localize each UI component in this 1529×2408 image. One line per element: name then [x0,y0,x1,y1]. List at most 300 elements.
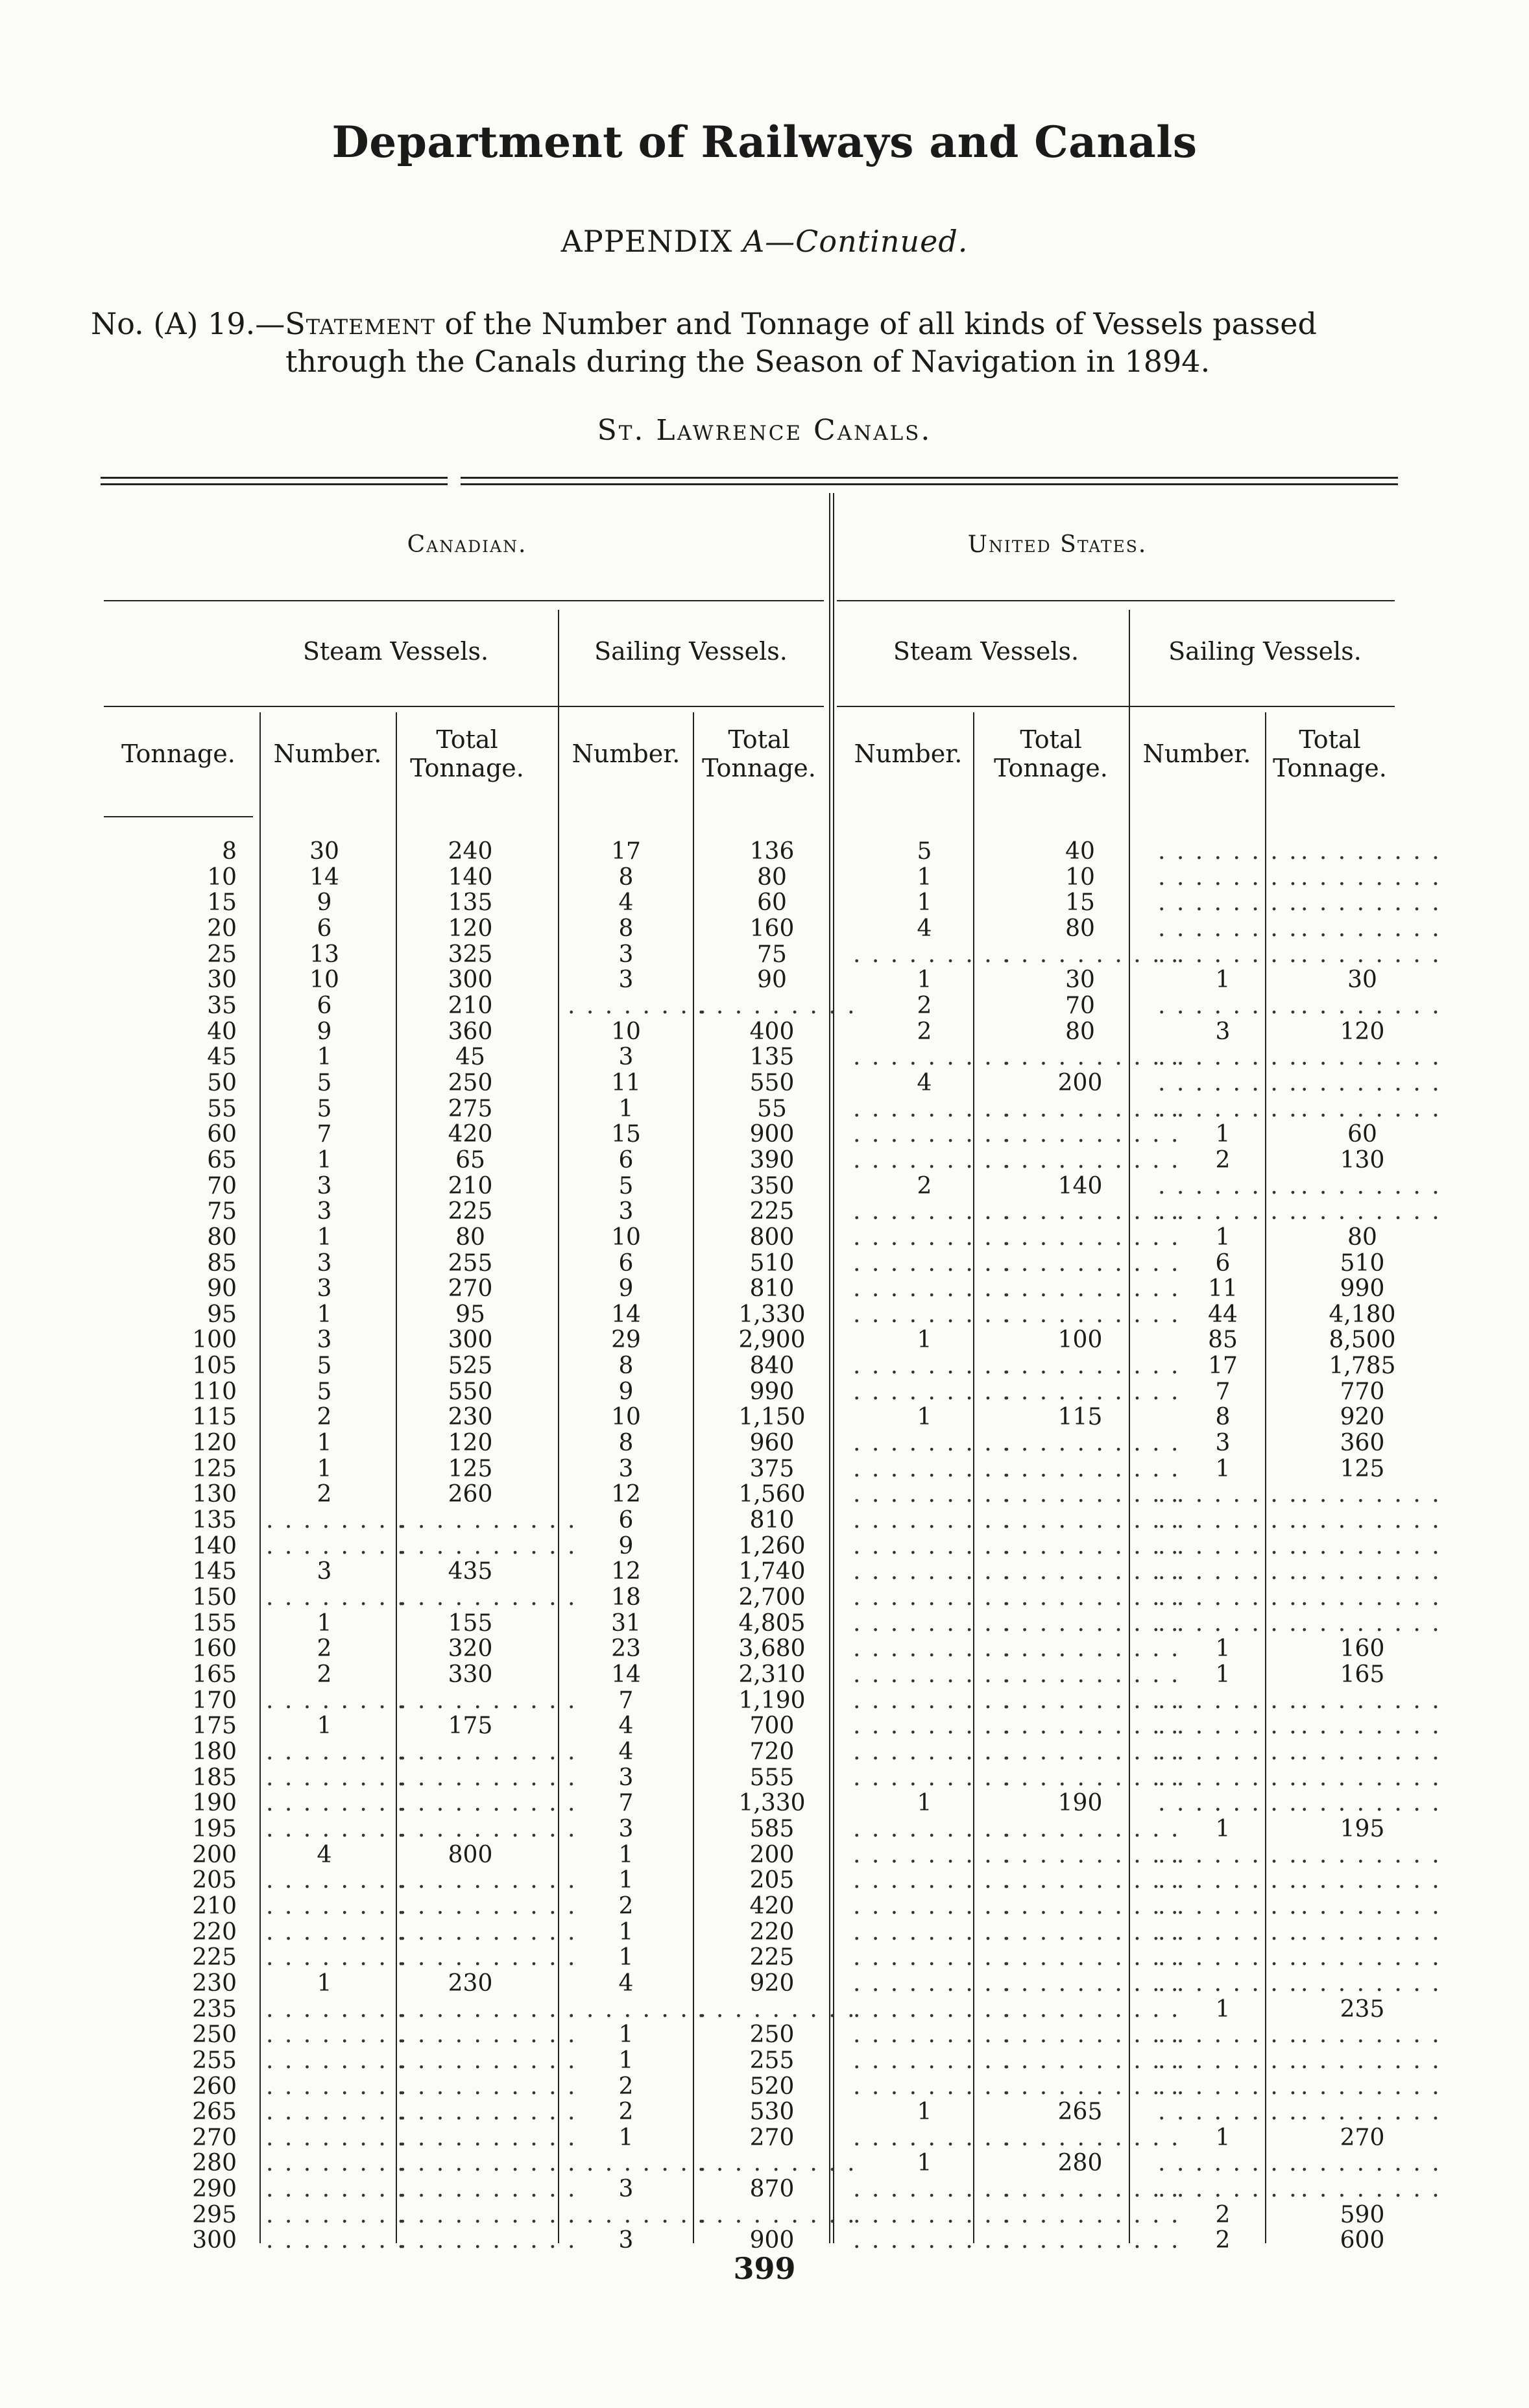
value-cell-cn2: 14 [611,1661,641,1688]
value-cell-cn2: 17 [611,838,641,865]
value-cell-ct1: 240 [448,838,493,865]
table-row [101,1969,1441,1997]
value-cell-ct2: 900 [749,1121,795,1148]
value-cell-ut1: 30 [1065,967,1095,994]
table-row [101,1172,1441,1199]
value-cell-cn2: 3 [618,1764,634,1791]
value-cell-cn1: 30 [309,838,339,865]
value-cell-ct1: 125 [448,1455,493,1482]
value-cell-un1: 1 [917,863,932,891]
value-cell-ut1: 190 [1057,1790,1103,1817]
tonnage-cell: 35 [207,992,237,1019]
us-sailing-header: Sailing Vessels. [1168,637,1362,666]
value-cell-ct1: 270 [448,1275,493,1303]
canadian-sailing-header: Sailing Vessels. [594,637,788,666]
value-cell-ut1: 40 [1065,838,1095,865]
leader-dots: . . . . . . . . . . [1002,2176,1181,2203]
value-cell-cn1: 1 [317,1609,332,1637]
leader-dots: . . . . . . . . . [853,1815,1013,1842]
group-united-states: United States. [967,531,1148,558]
value-cell-cn1: 3 [317,1172,332,1199]
table-row [101,1148,1398,1174]
leader-dots: . . . . . . . . . [853,2227,1013,2254]
leader-dots: . . . . . . . . . . [1002,1815,1181,1842]
leader-dots: . . . . . . . . . . [399,1764,577,1791]
table-row [101,1019,1398,1045]
leader-dots: . . . . . . . . . . [399,1867,577,1894]
value-cell-un2: 1 [1215,1635,1231,1663]
leader-dots: . . . . . . . . . . [1002,1841,1181,1868]
leader-dots: . . . . . . . . [1158,1069,1299,1096]
leader-dots: . . . . . . . . [1301,915,1441,942]
value-cell-ct1: 140 [448,863,493,891]
value-cell-cn1: 9 [317,889,332,917]
table-row [101,1662,1398,1688]
leader-dots: . . . . . . . . [266,1995,407,2023]
value-cell-ct2: 1,560 [738,1481,806,1508]
department-title: Department of Railways and Canals [331,117,1198,167]
leader-dots: . . . . . . . . . [853,1044,1013,1071]
tonnage-cell: 60 [207,1121,237,1148]
leader-dots: . . . . . . . . [266,1738,407,1765]
tonnage-cell: 255 [192,2047,237,2074]
value-cell-cn1: 3 [317,1558,332,1585]
leader-dots: . . . . . . . . . [853,1635,1013,1663]
tonnage-cell: 230 [192,1969,237,1997]
leader-dots: . . . . . . . . [266,1815,407,1842]
value-cell-cn2: 1 [618,2021,634,2049]
value-cell-ct2: 4,805 [738,1609,806,1637]
value-cell-ct1: 360 [448,1018,493,1045]
leader-dots: . . . . . . . . [1301,1584,1441,1611]
table-row [101,2047,1441,2074]
leader-dots: . . . . . . . . [1301,838,1441,865]
table-row [101,1918,1441,1945]
value-cell-cn2: 14 [611,1301,641,1328]
table-row [101,1636,1398,1662]
value-cell-un1: 2 [917,1018,932,1045]
value-cell-ct2: 990 [749,1378,795,1405]
tonnage-cell: 150 [192,1584,237,1611]
leader-dots: . . . . . . . . . . [399,1790,577,1817]
leader-dots: . . . . . . . . . [853,1146,1013,1174]
leader-dots: . . . . . . . . [1301,1841,1441,1868]
statement-caption [91,305,1434,380]
value-cell-un2: 1 [1215,1815,1231,1842]
value-cell-cn1: 7 [317,1121,332,1148]
table-row [101,2176,1441,2203]
value-cell-ut2: 165 [1340,1661,1385,1688]
leader-dots: . . . . . . . . . . [399,2150,577,2177]
statement-word: Statement [285,306,435,341]
value-cell-cn2: 8 [618,915,634,942]
table-row [101,1430,1398,1456]
value-cell-cn2: 29 [611,1327,641,1354]
value-cell-cn1: 1 [317,1713,332,1740]
value-cell-ut1: 80 [1065,1018,1095,1045]
value-cell-ct2: 220 [749,1918,795,1945]
value-cell-cn1: 5 [317,1378,332,1405]
leader-dots: . . . . . . . . . . [399,1687,577,1714]
leader-dots: . . . . . . . . . . [1002,941,1181,968]
leader-dots: . . . . . . . . . [697,1995,857,2023]
value-cell-un2: 8 [1215,1404,1231,1431]
leader-dots: . . . . . . . . . . [1002,1121,1181,1148]
statement-line-2: through the Canals during the Season of Navigation in 1894. [285,344,1210,379]
value-cell-ct2: 160 [749,915,795,942]
value-cell-cn2: 3 [618,941,634,968]
value-cell-cn2: 11 [611,1069,641,1096]
leader-dots: . . . . . . . . [1158,2176,1299,2203]
table-row [101,1764,1441,1791]
leader-dots: . . . . . . . . [1158,1507,1299,1534]
tonnage-cell: 295 [192,2201,237,2228]
group-rule-canadian [104,600,824,601]
leader-dots: . . . . . . . . . . [399,2099,577,2126]
leader-dots: . . . . . . . . [1301,1609,1441,1637]
leader-dots: . . . . . . . . [1301,1790,1441,1817]
value-cell-ct1: 135 [448,889,493,917]
value-cell-ct2: 60 [757,889,787,917]
value-cell-ut1: 115 [1057,1404,1103,1431]
value-cell-un1: 2 [917,992,932,1019]
value-cell-cn2: 3 [618,1044,634,1071]
tonnage-cell: 70 [207,1172,237,1199]
leader-dots: . . . . . . . . . . [399,2047,577,2074]
table-row [101,1302,1398,1328]
tonnage-header: Tonnage. [121,740,235,768]
leader-dots: . . . . . . . . [1158,1764,1299,1791]
leader-dots: . . . . . . . . [266,2047,407,2074]
tonnage-cell: 175 [192,1713,237,1740]
value-cell-ct2: 810 [749,1507,795,1534]
leader-dots: . . . . . . . . . [853,1584,1013,1611]
tonnage-cell: 30 [207,967,237,994]
tonnage-cell: 265 [192,2099,237,2126]
leader-dots: . . . . . . . . [1301,1687,1441,1714]
tonnage-cell: 205 [192,1867,237,1894]
value-cell-ut2: 120 [1340,1018,1385,1045]
value-cell-ct2: 510 [749,1249,795,1277]
leader-dots: . . . . . . . . [266,2124,407,2151]
leader-dots: . . . . . . . . [266,2073,407,2100]
leader-dots: . . . . . . . . [266,1687,407,1714]
value-cell-ut1: 100 [1057,1327,1103,1354]
leader-dots: . . . . . . . . . . [1002,1635,1181,1663]
table-row [101,1404,1398,1430]
value-cell-ct1: 120 [448,915,493,942]
table-row [101,1353,1398,1379]
value-cell-ct1: 300 [448,1327,493,1354]
value-cell-ct2: 225 [749,1944,795,1971]
leader-dots: . . . . . . . . . . [399,2176,577,2203]
table-row [101,1738,1441,1765]
leader-dots: . . . . . . . . [1158,2021,1299,2049]
tonnage-cell: 65 [207,1146,237,1174]
value-cell-ct2: 1,740 [738,1558,806,1585]
value-cell-ut1: 265 [1057,2099,1103,2126]
tonnage-cell: 125 [192,1455,237,1482]
leader-dots: . . . . . . . . [266,2201,407,2228]
table-row [101,1225,1398,1251]
leader-dots: . . . . . . . . [1301,2099,1441,2126]
value-cell-cn2: 6 [618,1146,634,1174]
value-cell-cn1: 4 [317,1841,332,1868]
value-cell-un2: 1 [1215,967,1231,994]
value-cell-cn2: 3 [618,2227,634,2254]
value-cell-cn2: 4 [618,1969,634,1997]
value-cell-ut2: 160 [1340,1635,1385,1663]
value-cell-cn2: 9 [618,1275,634,1303]
leader-dots: . . . . . . . . [1158,1609,1299,1637]
leader-dots: . . . . . . . . . [853,1764,1013,1791]
leader-dots: . . . . . . . . . . [1002,1969,1181,1997]
value-cell-ct1: 300 [448,967,493,994]
value-cell-un2: 1 [1215,2124,1231,2151]
value-cell-ct2: 1,330 [738,1790,806,1817]
tonnage-cell: 120 [192,1430,237,1457]
leader-dots: . . . . . . . . . [853,1249,1013,1277]
value-cell-ct1: 225 [448,1198,493,1225]
table-row [101,1892,1441,1920]
leader-dots: . . . . . . . . [1301,1481,1441,1508]
value-cell-ut2: 600 [1340,2227,1385,2254]
value-cell-un1: 2 [917,1172,932,1199]
value-cell-ct2: 585 [749,1815,795,1842]
table-row [101,1584,1441,1611]
value-cell-ct2: 375 [749,1455,795,1482]
value-cell-ct2: 55 [757,1095,787,1122]
leader-dots: . . . . . . . . . . [1002,1507,1181,1534]
value-cell-cn2: 3 [618,1815,634,1842]
leader-dots: . . . . . . . . [1301,1044,1441,1071]
table-row [101,1507,1441,1534]
value-cell-un2: 2 [1215,2227,1231,2254]
tonnage-cell: 80 [207,1223,237,1251]
leader-dots: . . . . . . . . [1158,1584,1299,1611]
table-row [101,1044,1441,1071]
value-cell-cn2: 6 [618,1249,634,1277]
table-row [101,1713,1441,1740]
value-cell-cn2: 1 [618,1944,634,1971]
leader-dots: . . . . . . . . . . [399,1507,577,1534]
value-cell-cn1: 3 [317,1275,332,1303]
leader-dots: . . . . . . . . . . [399,1944,577,1971]
leader-dots: . . . . . . . . [1158,915,1299,942]
value-cell-ct2: 840 [749,1353,795,1380]
leader-dots: . . . . . . . . [266,1790,407,1817]
leader-dots: . . . . . . . . . . [1002,1764,1181,1791]
leader-dots: . . . . . . . . . . [399,1532,577,1559]
value-cell-un2: 3 [1215,1018,1231,1045]
statement-line-1: of the Number and Tonnage of all kinds of Vessels passed [435,306,1317,341]
leader-dots: . . . . . . . . . [853,1738,1013,1765]
value-cell-ut2: 8,500 [1329,1327,1396,1354]
leader-dots: . . . . . . . . [266,2176,407,2203]
table-row [101,838,1441,865]
leader-dots: . . . . . . . . . [853,1661,1013,1688]
leader-dots: . . . . . . . . . . [1002,1558,1181,1585]
tonnage-cell: 115 [192,1404,237,1431]
value-cell-ct2: 75 [757,941,787,968]
leader-dots: . . . . . . . . . [853,1558,1013,1585]
tonnage-cell: 270 [192,2124,237,2151]
value-cell-cn2: 9 [618,1378,634,1405]
leader-dots: . . . . . . . . [1301,1969,1441,1997]
value-cell-cn1: 3 [317,1249,332,1277]
leader-dots: . . . . . . . . . . [1002,1301,1181,1328]
value-cell-un1: 1 [917,967,932,994]
value-cell-ct2: 900 [749,2227,795,2254]
leader-dots: . . . . . . . . [1301,1507,1441,1534]
leader-dots: . . . . . . . . [1301,2047,1441,2074]
tonnage-cell: 130 [192,1481,237,1508]
value-cell-cn2: 23 [611,1635,641,1663]
value-cell-ct1: 525 [448,1353,493,1380]
value-cell-cn2: 31 [611,1609,641,1637]
cdn-sail-number-header: Number. [572,740,680,768]
table-row [101,941,1441,968]
table-row [101,2021,1441,2049]
tonnage-cell: 210 [192,1892,237,1920]
sub-rule-us [837,706,1395,707]
leader-dots: . . . . . . . . [1158,1969,1299,1997]
value-cell-cn2: 4 [618,1738,634,1765]
value-cell-ct2: 255 [749,2047,795,2074]
tonnage-cell: 15 [207,889,237,917]
leader-dots: . . . . . . . . . . [399,1995,577,2023]
value-cell-ct2: 225 [749,1198,795,1225]
table-row [101,1198,1441,1225]
value-cell-cn1: 5 [317,1353,332,1380]
tonnage-cell: 225 [192,1944,237,1971]
value-cell-un1: 1 [917,1790,932,1817]
value-cell-cn2: 1 [618,1095,634,1122]
leader-dots: . . . . . . . . [1158,889,1299,917]
page-number: 399 [733,2251,796,2286]
leader-dots: . . . . . . . . . [853,1944,1013,1971]
table-row [101,1122,1398,1148]
tonnage-cell: 250 [192,2021,237,2049]
value-cell-ct2: 700 [749,1713,795,1740]
value-cell-un1: 4 [917,915,932,942]
tonnage-table [101,838,1441,2254]
value-cell-ct2: 135 [749,1044,795,1071]
value-cell-cn1: 5 [317,1069,332,1096]
leader-dots: . . . . . . . . . [853,1969,1013,1997]
value-cell-ut2: 1,785 [1329,1353,1396,1380]
leader-dots: . . . . . . . . [1158,1944,1299,1971]
value-cell-ut1: 140 [1057,1172,1103,1199]
value-cell-cn2: 2 [618,2073,634,2100]
leader-dots: . . . . . . . . [266,2227,407,2254]
leader-dots: . . . . . . . . . . [1002,2021,1181,2049]
leader-dots: . . . . . . . . . . [1002,1892,1181,1920]
sub-rule-canadian [104,706,824,707]
value-cell-ct2: 350 [749,1172,795,1199]
leader-dots: . . . . . . . . [568,992,708,1019]
value-cell-ut2: 235 [1340,1995,1385,2023]
value-cell-ct1: 435 [448,1558,493,1585]
value-cell-ut1: 200 [1057,1069,1103,1096]
leader-dots: . . . . . . . . [1158,838,1299,865]
value-cell-ct2: 420 [749,1892,795,1920]
value-cell-ct1: 230 [448,1404,493,1431]
leader-dots: . . . . . . . . [1158,1481,1299,1508]
value-cell-un2: 2 [1215,1146,1231,1174]
value-cell-cn1: 1 [317,1301,332,1328]
leader-dots: . . . . . . . . [266,2099,407,2126]
leader-dots: . . . . . . . . [1301,1867,1441,1894]
leader-dots: . . . . . . . . [1301,1738,1441,1765]
table-row [101,915,1441,942]
value-cell-ut1: 80 [1065,915,1095,942]
leader-dots: . . . . . . . . [1158,1892,1299,1920]
leader-dots: . . . . . . . . . . [1002,1532,1181,1559]
tonnage-cell: 135 [192,1507,237,1534]
value-cell-un2: 11 [1208,1275,1238,1303]
leader-dots: . . . . . . . . . [853,1532,1013,1559]
group-rule-us [837,600,1395,601]
leader-dots: . . . . . . . . . [853,1892,1013,1920]
value-cell-cn1: 10 [309,967,339,994]
leader-dots: . . . . . . . . [568,2150,708,2177]
value-cell-un1: 5 [917,838,932,865]
leader-dots: . . . . . . . . . . [1002,1249,1181,1277]
table-row [101,1379,1398,1405]
value-cell-ct2: 1,330 [738,1301,806,1328]
value-cell-ct1: 175 [448,1713,493,1740]
leader-dots: . . . . . . . . . [853,2073,1013,2100]
leader-dots: . . . . . . . . [266,1764,407,1791]
value-cell-un2: 7 [1215,1378,1231,1405]
value-cell-cn1: 5 [317,1095,332,1122]
leader-dots: . . . . . . . . [1301,1713,1441,1740]
value-cell-ct1: 155 [448,1609,493,1637]
leader-dots: . . . . . . . . [266,1918,407,1945]
leader-dots: . . . . . . . . [266,1867,407,1894]
leader-dots: . . . . . . . . [1158,1172,1299,1199]
tonnage-cell: 85 [207,1249,237,1277]
value-cell-ct2: 520 [749,2073,795,2100]
table-row [101,889,1441,917]
table-row [101,2202,1398,2228]
table-row [101,1069,1441,1096]
value-cell-ct2: 80 [757,863,787,891]
value-cell-ct1: 250 [448,1069,493,1096]
leader-dots: . . . . . . . . . . [399,2021,577,2049]
leader-dots: . . . . . . . . . [853,941,1013,968]
tonnage-cell: 25 [207,941,237,968]
value-cell-cn2: 5 [618,1172,634,1199]
leader-dots: . . . . . . . . . . [399,1738,577,1765]
value-cell-cn2: 1 [618,2047,634,2074]
leader-dots: . . . . . . . . . [697,2201,857,2228]
table-row [101,2073,1441,2100]
leader-dots: . . . . . . . . [1158,1687,1299,1714]
leader-dots: . . . . . . . . . [853,1713,1013,1740]
value-cell-un1: 1 [917,1404,932,1431]
table-row [101,2099,1441,2126]
value-cell-cn2: 3 [618,1198,634,1225]
tonnage-cell: 105 [192,1353,237,1380]
value-cell-cn2: 3 [618,2176,634,2203]
table-row [101,1816,1398,1842]
value-cell-ut2: 60 [1347,1121,1377,1148]
leader-dots: . . . . . . . . [1158,2047,1299,2074]
value-cell-ut1: 70 [1065,992,1095,1019]
value-cell-ut2: 30 [1347,967,1377,994]
